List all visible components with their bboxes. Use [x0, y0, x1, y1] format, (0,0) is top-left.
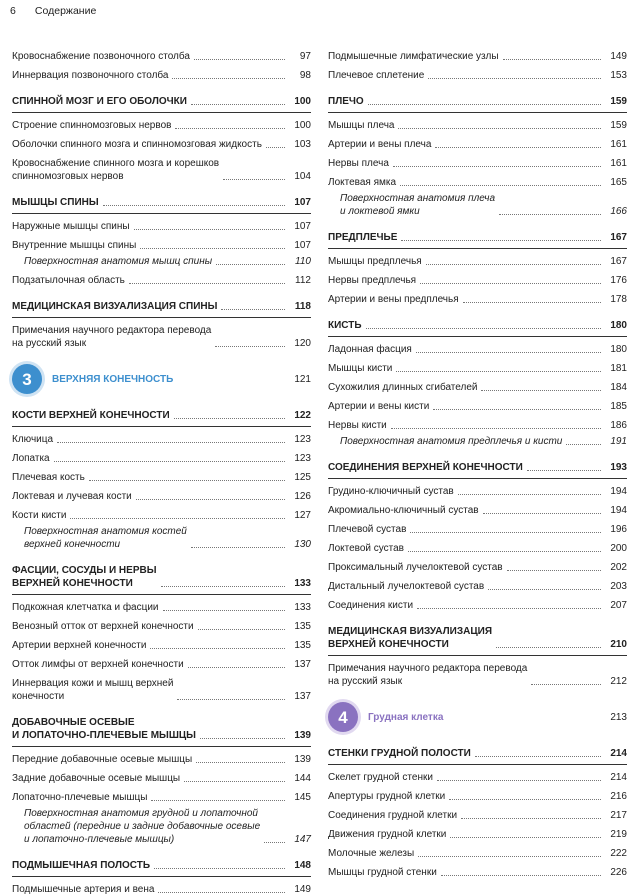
toc-entry[interactable] — [12, 490, 311, 503]
entry-title: Плечевое сплетение — [328, 70, 425, 81]
dot-leader — [450, 837, 601, 838]
dot-leader — [150, 648, 285, 649]
toc-entry[interactable] — [12, 138, 311, 151]
entry-title: Иннервация кожи и мышц верхней конечности — [12, 678, 174, 702]
chapter-number-badge: 4 — [328, 702, 358, 732]
entry-title: КИСТЬ — [328, 320, 362, 331]
dot-leader — [191, 104, 285, 105]
entry-title: КОСТИ ВЕРХНЕЙ КОНЕЧНОСТИ — [12, 410, 170, 421]
dot-leader — [527, 470, 601, 471]
entry-page-number: 167 — [610, 232, 627, 243]
toc-entry[interactable] — [12, 239, 311, 252]
entry-page-number: 214 — [610, 772, 627, 783]
dot-leader — [426, 264, 601, 265]
entry-page-number: 120 — [294, 338, 311, 349]
toc-entry[interactable] — [328, 400, 627, 413]
toc-entry[interactable] — [328, 542, 627, 555]
entry-title: Поверхностная анатомия плеча и локтевой ямки — [340, 193, 495, 217]
dot-leader — [151, 800, 285, 801]
entry-page-number: 139 — [294, 754, 311, 765]
dot-leader — [172, 78, 285, 79]
entry-page-number: 202 — [610, 562, 627, 573]
entry-title: Отток лимфы от верхней конечности — [12, 659, 184, 670]
toc-entry[interactable] — [12, 433, 311, 446]
entry-page-number: 137 — [294, 691, 311, 702]
dot-leader — [461, 818, 601, 819]
dot-leader — [391, 428, 601, 429]
entry-title: Подмышечные артерия и вена — [12, 884, 155, 895]
toc-entry[interactable] — [12, 677, 311, 703]
dot-leader — [70, 518, 285, 519]
entry-title: Примечания научного редактора перевода на русский язык — [12, 325, 212, 349]
dot-leader — [129, 283, 285, 284]
page-header — [10, 5, 96, 17]
entry-page-number: 133 — [294, 578, 311, 589]
entry-title: Мышцы плеча — [328, 120, 395, 131]
entry-page-number: 104 — [294, 171, 311, 182]
entry-title: Поверхностная анатомия предплечья и кисти — [340, 436, 563, 447]
entry-title: СПИННОЙ МОЗГ И ЕГО ОБОЛОЧКИ — [12, 96, 187, 107]
toc-entry[interactable] — [12, 525, 311, 551]
entry-page-number: 123 — [294, 453, 311, 464]
toc-entry[interactable] — [12, 274, 311, 287]
entry-page-number: 98 — [299, 70, 311, 81]
toc-entry[interactable] — [328, 381, 627, 394]
toc-entry[interactable] — [328, 157, 627, 170]
toc-entry[interactable] — [328, 255, 627, 268]
dot-leader — [154, 868, 285, 869]
chapter-heading[interactable] — [12, 362, 311, 396]
entry-page-number: 110 — [295, 256, 311, 267]
entry-page-number: 161 — [610, 158, 627, 169]
entry-title: Кровоснабжение позвоночного столба — [12, 51, 190, 62]
dot-leader — [418, 856, 601, 857]
toc-entry[interactable] — [328, 69, 627, 82]
dot-leader — [499, 214, 601, 215]
toc-entry[interactable] — [12, 772, 311, 785]
entry-title: Грудная клетка — [368, 711, 444, 723]
section-heading[interactable] — [12, 95, 311, 113]
dot-leader — [488, 589, 601, 590]
entry-page-number: 222 — [610, 848, 627, 859]
dot-leader — [221, 309, 285, 310]
dot-leader — [198, 629, 285, 630]
entry-title: Ладонная фасция — [328, 344, 412, 355]
toc-entry[interactable] — [12, 471, 311, 484]
toc-right-column — [328, 44, 627, 879]
dot-leader — [103, 205, 285, 206]
section-heading[interactable] — [12, 300, 311, 318]
entry-title: МЫШЦЫ СПИНЫ — [12, 197, 99, 208]
dot-leader — [475, 756, 601, 757]
entry-page-number: 181 — [610, 363, 627, 374]
entry-title: МЕДИЦИНСКАЯ ВИЗУАЛИЗАЦИЯ СПИНЫ — [12, 301, 218, 312]
dot-leader — [191, 547, 285, 548]
entry-page-number: 130 — [294, 539, 311, 550]
section-heading[interactable] — [328, 95, 627, 113]
toc-entry[interactable] — [12, 452, 311, 465]
entry-page-number: 135 — [294, 621, 311, 632]
entry-page-number: 219 — [610, 829, 627, 840]
entry-page-number: 144 — [294, 773, 311, 784]
entry-page-number: 159 — [610, 120, 627, 131]
entry-page-number: 166 — [610, 206, 627, 217]
entry-page-number: 214 — [610, 748, 627, 759]
toc-entry[interactable] — [328, 599, 627, 612]
entry-page-number: 226 — [610, 867, 627, 878]
entry-title: Артерии и вены плеча — [328, 139, 432, 150]
entry-title: ФАСЦИИ, СОСУДЫ И НЕРВЫ ВЕРХНЕЙ КОНЕЧНОСТИ — [12, 565, 157, 589]
chapter-number-badge: 3 — [12, 364, 42, 394]
entry-title: Соединения кисти — [328, 600, 414, 611]
entry-page-number: 165 — [610, 177, 627, 188]
toc-entry[interactable] — [12, 324, 311, 350]
section-heading[interactable] — [328, 319, 627, 337]
entry-title: Движения грудной клетки — [328, 829, 447, 840]
section-heading[interactable] — [328, 747, 627, 765]
toc-entry[interactable] — [328, 662, 627, 688]
entry-title: Мышцы кисти — [328, 363, 393, 374]
dot-leader — [89, 480, 285, 481]
dot-leader — [437, 780, 601, 781]
entry-title: Локтевая ямка — [328, 177, 397, 188]
entry-title: Иннервация позвоночного столба — [12, 70, 169, 81]
entry-title: Ключица — [12, 434, 54, 445]
entry-title: Подзатылочная область — [12, 275, 125, 286]
entry-title: Скелет грудной стенки — [328, 772, 433, 783]
entry-page-number: 203 — [610, 581, 627, 592]
entry-page-number: 112 — [295, 275, 311, 286]
dot-leader — [140, 248, 285, 249]
entry-page-number: 210 — [610, 639, 627, 650]
entry-page-number: 216 — [610, 791, 627, 802]
toc-entry[interactable] — [328, 828, 627, 841]
toc-entry[interactable] — [12, 119, 311, 132]
entry-title: Внутренние мышцы спины — [12, 240, 137, 251]
toc-entry[interactable] — [328, 343, 627, 356]
entry-page-number: 127 — [294, 510, 311, 521]
section-heading[interactable] — [12, 196, 311, 214]
entry-page-number: 184 — [610, 382, 627, 393]
chapter-heading[interactable] — [328, 700, 627, 734]
entry-page-number: 126 — [294, 491, 311, 502]
entry-page-number: 186 — [610, 420, 627, 431]
dot-leader — [400, 185, 601, 186]
toc-entry[interactable] — [12, 639, 311, 652]
toc-entry[interactable] — [328, 847, 627, 860]
toc-entry[interactable] — [12, 807, 311, 846]
entry-page-number: 100 — [294, 96, 311, 107]
entry-page-number: 149 — [294, 884, 311, 895]
entry-title: Подмышечные лимфатические узлы — [328, 51, 499, 62]
entry-title: ПЛЕЧО — [328, 96, 364, 107]
entry-page-number: 193 — [610, 462, 627, 473]
toc-entry[interactable] — [12, 753, 311, 766]
dot-leader — [503, 59, 601, 60]
entry-page-number: 103 — [294, 139, 311, 150]
entry-page-number: 107 — [294, 240, 311, 251]
entry-page-number: 139 — [294, 730, 311, 741]
dot-leader — [433, 409, 601, 410]
dot-leader — [196, 762, 285, 763]
toc-entry[interactable] — [12, 255, 311, 268]
entry-page-number: 135 — [294, 640, 311, 651]
entry-page-number: 191 — [610, 436, 627, 447]
entry-page-number: 196 — [610, 524, 627, 535]
toc-entry[interactable] — [328, 274, 627, 287]
toc-entry[interactable] — [328, 866, 627, 879]
dot-leader — [396, 371, 601, 372]
section-heading[interactable] — [328, 461, 627, 479]
entry-title: Сухожилия длинных сгибателей — [328, 382, 478, 393]
entry-title: Локтевой сустав — [328, 543, 404, 554]
entry-title: Лопатка — [12, 453, 50, 464]
dot-leader — [435, 147, 601, 148]
entry-page-number: 125 — [294, 472, 311, 483]
dot-leader — [428, 78, 601, 79]
entry-title: Мышцы грудной стенки — [328, 867, 437, 878]
entry-title: Передние добавочные осевые мышцы — [12, 754, 193, 765]
dot-leader — [496, 647, 601, 648]
entry-title: Кровоснабжение спинного мозга и корешков спинномозговых нервов — [12, 158, 220, 182]
entry-page-number: 148 — [294, 860, 311, 871]
entry-page-number: 200 — [610, 543, 627, 554]
toc-entry[interactable] — [328, 176, 627, 189]
entry-title: Нервы кисти — [328, 420, 387, 431]
section-heading[interactable] — [12, 716, 311, 747]
dot-leader — [223, 179, 285, 180]
toc-entry[interactable] — [12, 883, 311, 896]
entry-title: Мышцы предплечья — [328, 256, 422, 267]
entry-title: Нервы предплечья — [328, 275, 417, 286]
toc-entry[interactable] — [328, 50, 627, 63]
entry-page-number: 207 — [610, 600, 627, 611]
entry-title: Наружные мышцы спины — [12, 221, 130, 232]
entry-title: Молочные железы — [328, 848, 415, 859]
toc-entry[interactable] — [12, 601, 311, 614]
toc-entry[interactable] — [12, 50, 311, 63]
entry-page-number: 212 — [610, 676, 627, 687]
dot-leader — [266, 147, 285, 148]
entry-page-number: 185 — [610, 401, 627, 412]
dot-leader — [215, 346, 285, 347]
entry-title: Плечевая кость — [12, 472, 85, 483]
entry-page-number: 167 — [610, 256, 627, 267]
dot-leader — [463, 302, 601, 303]
dot-leader — [57, 442, 285, 443]
toc-entry[interactable] — [328, 435, 627, 448]
section-heading[interactable] — [328, 231, 627, 249]
entry-title: Грудино-ключичный сустав — [328, 486, 454, 497]
dot-leader — [481, 390, 601, 391]
entry-page-number: 194 — [610, 505, 627, 516]
entry-title: Поверхностная анатомия грудной и лопаточной областей (передние и задние добавочные осевые и лопаточно-плечевые мышцы) — [24, 808, 261, 845]
entry-title: Поверхностная анатомия костей верхней конечности — [24, 526, 187, 550]
section-heading[interactable] — [328, 625, 627, 656]
dot-leader — [410, 532, 601, 533]
dot-leader — [163, 610, 285, 611]
toc-entry[interactable] — [328, 119, 627, 132]
dot-leader — [188, 667, 285, 668]
dot-leader — [531, 684, 601, 685]
entry-page-number: 176 — [610, 275, 627, 286]
toc-entry[interactable] — [328, 138, 627, 151]
entry-title: ДОБАВОЧНЫЕ ОСЕВЫЕ И ЛОПАТОЧНО-ПЛЕЧЕВЫЕ МЫШЦЫ — [12, 717, 196, 741]
section-heading[interactable] — [12, 859, 311, 877]
entry-page-number: 159 — [610, 96, 627, 107]
entry-page-number: 137 — [294, 659, 311, 670]
dot-leader — [368, 104, 601, 105]
toc-entry[interactable] — [328, 362, 627, 375]
toc-entry[interactable] — [328, 504, 627, 517]
toc-entry[interactable] — [328, 485, 627, 498]
toc-entry[interactable] — [12, 620, 311, 633]
toc-entry[interactable] — [328, 192, 627, 218]
dot-leader — [366, 328, 601, 329]
entry-title: Локтевая и лучевая кости — [12, 491, 132, 502]
entry-title: Артерии и вены кисти — [328, 401, 430, 412]
entry-page-number: 97 — [299, 51, 311, 62]
entry-page-number: 147 — [294, 834, 311, 845]
entry-page-number: 180 — [610, 344, 627, 355]
dot-leader — [401, 240, 601, 241]
dot-leader — [175, 128, 285, 129]
dot-leader — [483, 513, 601, 514]
toc-entry[interactable] — [328, 523, 627, 536]
dot-leader — [54, 461, 285, 462]
entry-title: ВЕРХНЯЯ КОНЕЧНОСТЬ — [52, 373, 174, 385]
dot-leader — [441, 875, 601, 876]
entry-title: СОЕДИНЕНИЯ ВЕРХНЕЙ КОНЕЧНОСТИ — [328, 462, 523, 473]
entry-page-number: 121 — [294, 373, 311, 385]
toc-entry[interactable] — [328, 561, 627, 574]
entry-title: ПРЕДПЛЕЧЬЕ — [328, 232, 398, 243]
entry-title: Плечевой сустав — [328, 524, 407, 535]
dot-leader — [449, 799, 601, 800]
entry-title: СТЕНКИ ГРУДНОЙ ПОЛОСТИ — [328, 748, 471, 759]
toc-entry[interactable] — [12, 509, 311, 522]
entry-page-number: 213 — [610, 711, 627, 723]
section-heading[interactable] — [12, 409, 311, 427]
entry-page-number: 122 — [294, 410, 311, 421]
toc-entry[interactable] — [328, 419, 627, 432]
dot-leader — [566, 444, 601, 445]
entry-title: Нервы плеча — [328, 158, 389, 169]
entry-title: Артерии и вены предплечья — [328, 294, 459, 305]
toc-entry[interactable] — [328, 771, 627, 784]
entry-page-number: 149 — [610, 51, 627, 62]
entry-title: МЕДИЦИНСКАЯ ВИЗУАЛИЗАЦИЯ ВЕРХНЕЙ КОНЕЧНОСТИ — [328, 626, 493, 650]
entry-page-number: 180 — [610, 320, 627, 331]
entry-title: Подкожная клетчатка и фасции — [12, 602, 159, 613]
dot-leader — [136, 499, 285, 500]
toc-entry[interactable] — [328, 790, 627, 803]
toc-entry[interactable] — [12, 157, 311, 183]
entry-page-number: 107 — [294, 197, 311, 208]
entry-title: Венозный отток от верхней конечности — [12, 621, 194, 632]
entry-title: Соединения грудной клетки — [328, 810, 458, 821]
dot-leader — [417, 608, 601, 609]
toc-entry[interactable] — [12, 658, 311, 671]
entry-page-number: 123 — [294, 434, 311, 445]
page-number: 6 — [10, 5, 16, 17]
entry-title: Проксимальный лучелоктевой сустав — [328, 562, 503, 573]
dot-leader — [458, 494, 601, 495]
dot-leader — [174, 418, 285, 419]
dot-leader — [420, 283, 601, 284]
section-heading[interactable] — [12, 564, 311, 595]
entry-page-number: 100 — [294, 120, 311, 131]
entry-title: Поверхностная анатомия мышц спины — [24, 256, 213, 267]
dot-leader — [507, 570, 601, 571]
dot-leader — [177, 699, 285, 700]
entry-title: Задние добавочные осевые мышцы — [12, 773, 181, 784]
entry-title: Акромиально-ключичный сустав — [328, 505, 479, 516]
entry-page-number: 107 — [294, 221, 311, 232]
dot-leader — [200, 738, 285, 739]
dot-leader — [408, 551, 601, 552]
toc-entry[interactable] — [12, 69, 311, 82]
entry-title: Оболочки спинного мозга и спинномозговая жидкость — [12, 139, 262, 150]
dot-leader — [398, 128, 601, 129]
toc-entry[interactable] — [328, 580, 627, 593]
dot-leader — [134, 229, 285, 230]
dot-leader — [158, 892, 285, 893]
entry-title: Апертуры грудной клетки — [328, 791, 446, 802]
dot-leader — [216, 264, 285, 265]
entry-title: Лопаточно-плечевые мышцы — [12, 792, 148, 803]
entry-page-number: 178 — [610, 294, 627, 305]
entry-title: Строение спинномозговых нервов — [12, 120, 172, 131]
entry-title: ПОДМЫШЕЧНАЯ ПОЛОСТЬ — [12, 860, 151, 871]
entry-title: Кости кисти — [12, 510, 67, 521]
page-header-title: Содержание — [34, 5, 97, 17]
dot-leader — [161, 586, 285, 587]
toc-entry[interactable] — [12, 220, 311, 233]
toc-entry[interactable] — [328, 293, 627, 306]
toc-entry[interactable] — [328, 809, 627, 822]
entry-title: Примечания научного редактора перевода на русский язык — [328, 663, 528, 687]
entry-title: Артерии верхней конечности — [12, 640, 147, 651]
entry-page-number: 118 — [294, 301, 311, 312]
entry-page-number: 133 — [294, 602, 311, 613]
dot-leader — [393, 166, 601, 167]
dot-leader — [264, 842, 285, 843]
dot-leader — [416, 352, 601, 353]
toc-entry[interactable] — [12, 791, 311, 804]
toc-left-column — [12, 44, 311, 896]
entry-page-number: 145 — [294, 792, 311, 803]
entry-page-number: 194 — [610, 486, 627, 497]
dot-leader — [184, 781, 285, 782]
entry-page-number: 153 — [610, 70, 627, 81]
dot-leader — [194, 59, 285, 60]
entry-page-number: 161 — [610, 139, 627, 150]
entry-page-number: 217 — [610, 810, 627, 821]
entry-title: Дистальный лучелоктевой сустав — [328, 581, 485, 592]
